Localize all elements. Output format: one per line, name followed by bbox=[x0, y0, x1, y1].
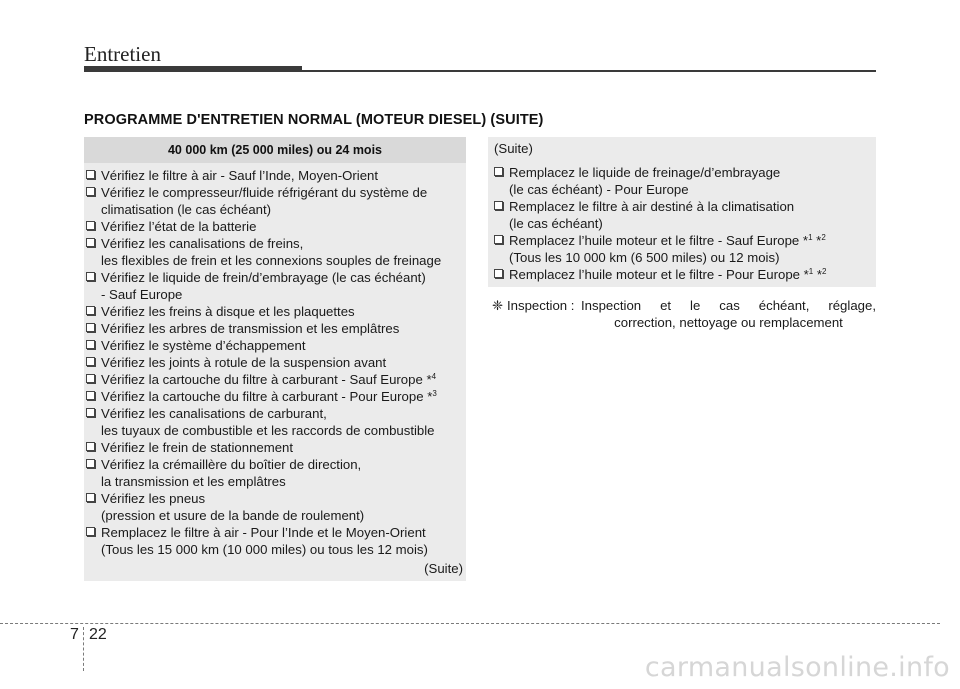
maintenance-box-continued bbox=[488, 137, 876, 287]
checkbox-icon bbox=[86, 221, 95, 230]
checkbox-icon bbox=[494, 235, 503, 244]
checkbox-icon bbox=[86, 272, 95, 281]
checklist-item-text: Vérifiez les pneus bbox=[101, 491, 206, 506]
checklist-item-text: Vérifiez la cartouche du filtre à carburant - Sauf Europe *$^4$ bbox=[101, 372, 437, 387]
checklist-item bbox=[492, 266, 872, 283]
checkbox-icon bbox=[86, 187, 95, 196]
checklist-item-text: Vérifiez la crémaillère du boîtier de direction, bbox=[101, 457, 362, 472]
checklist-item-text: Remplacez l’huile moteur et le filtre - Sauf Europe *$^1$ *$^2$ bbox=[509, 233, 826, 248]
checklist-item bbox=[84, 524, 464, 558]
checkbox-icon bbox=[86, 238, 95, 247]
checklist-item-text: Vérifiez les joints à rotule de la suspension avant bbox=[101, 355, 387, 370]
checkbox-icon bbox=[86, 357, 95, 366]
checklist-item-text: - Sauf Europe bbox=[101, 287, 183, 302]
checklist-item-text: Remplacez l’huile moteur et le filtre - Pour Europe *$^1$ *$^2$ bbox=[509, 267, 827, 282]
checklist-item-text: Vérifiez les canalisations de freins, bbox=[101, 236, 304, 251]
footnote-marker: 1 bbox=[808, 233, 813, 242]
checkbox-icon bbox=[86, 340, 95, 349]
maintenance-list bbox=[84, 167, 464, 558]
checklist-item bbox=[84, 320, 464, 337]
maintenance-box-heading: 40 000 km (25 000 miles) ou 24 mois bbox=[84, 137, 466, 163]
checklist-item bbox=[84, 218, 464, 235]
checkbox-icon bbox=[494, 269, 503, 278]
header-rule bbox=[302, 70, 876, 72]
checkbox-icon bbox=[86, 408, 95, 417]
checklist-item-text: Vérifiez les arbres de transmission et les emplâtres bbox=[101, 321, 400, 336]
footnote-marker: 3 bbox=[432, 389, 437, 398]
section-title: PROGRAMME D'ENTRETIEN NORMAL (MOTEUR DIESEL) (SUITE) bbox=[84, 112, 544, 128]
checklist-item-text: Vérifiez la cartouche du filtre à carburant - Pour Europe *$^3$ bbox=[101, 389, 437, 404]
checklist-item bbox=[84, 303, 464, 320]
footnote-marker: 4 bbox=[431, 372, 437, 381]
checklist-item-text: Vérifiez les freins à disque et les plaquettes bbox=[101, 304, 355, 319]
suite-label: (Suite) bbox=[424, 561, 463, 576]
checklist-item-text: Vérifiez l’état de la batterie bbox=[101, 219, 257, 234]
checkbox-icon bbox=[86, 527, 95, 536]
checklist-item bbox=[84, 337, 464, 354]
note-symbol: ❈ bbox=[492, 298, 504, 313]
checklist-item bbox=[84, 269, 464, 303]
note-text: Inspection et le cas échéant, réglage, bbox=[581, 298, 876, 313]
footer-divider bbox=[83, 627, 84, 671]
header-title: Entretien bbox=[84, 42, 161, 66]
checklist-item bbox=[84, 235, 464, 269]
checklist-item-text: Vérifiez le frein de stationnement bbox=[101, 440, 294, 455]
checklist-item-text: les tuyaux de combustible et les raccords de combustible bbox=[101, 423, 435, 438]
checklist-item-text: (le cas échéant) bbox=[509, 216, 603, 231]
checkbox-icon bbox=[494, 167, 503, 176]
maintenance-box-40000km bbox=[84, 137, 466, 581]
checklist-item-text: Remplacez le liquide de freinage/d’embrayage bbox=[509, 165, 781, 180]
checkbox-icon bbox=[86, 323, 95, 332]
checklist-item bbox=[84, 388, 464, 405]
checklist-item-text: (pression et usure de la bande de roulement) bbox=[101, 508, 365, 523]
footnote-marker: 2 bbox=[821, 233, 826, 242]
checklist-item bbox=[84, 456, 464, 490]
checklist-item bbox=[492, 164, 872, 198]
suite-label: (Suite) bbox=[494, 141, 533, 156]
note-text: correction, nettoyage ou remplacement bbox=[614, 315, 843, 330]
watermark: carmanualsonline.info bbox=[644, 652, 950, 683]
checkbox-icon bbox=[86, 442, 95, 451]
checklist-item bbox=[84, 167, 464, 184]
checklist-item-text: Vérifiez les canalisations de carburant, bbox=[101, 406, 327, 421]
checklist-item bbox=[84, 439, 464, 456]
note-key: Inspection : bbox=[507, 298, 575, 313]
checkbox-icon bbox=[86, 170, 95, 179]
checklist-item-text: Remplacez le filtre à air destiné à la climatisation bbox=[509, 199, 795, 214]
checklist-item-text: (le cas échéant) - Pour Europe bbox=[509, 182, 689, 197]
checkbox-icon bbox=[86, 391, 95, 400]
checklist-item-text: climatisation (le cas échéant) bbox=[101, 202, 272, 217]
checklist-item-text: (Tous les 10 000 km (6 500 miles) ou 12 mois) bbox=[509, 250, 780, 265]
checklist-item bbox=[84, 490, 464, 524]
checkbox-icon bbox=[86, 459, 95, 468]
header-bar bbox=[84, 66, 302, 72]
checklist-item-text: Vérifiez le compresseur/fluide réfrigérant du système de bbox=[101, 185, 428, 200]
footnote-marker: 2 bbox=[822, 267, 827, 276]
chapter-number: 7 bbox=[70, 626, 79, 643]
checklist-item bbox=[84, 184, 464, 218]
checkbox-icon bbox=[86, 374, 95, 383]
checklist-item-text: Vérifiez le filtre à air - Sauf l’Inde, Moyen-Orient bbox=[101, 168, 379, 183]
checklist-item bbox=[84, 405, 464, 439]
maintenance-list bbox=[492, 164, 872, 283]
checkbox-icon bbox=[494, 201, 503, 210]
checklist-item-text: la transmission et les emplâtres bbox=[101, 474, 286, 489]
checklist-item-text: les flexibles de frein et les connexions souples de freinage bbox=[101, 253, 442, 268]
checklist-item bbox=[492, 198, 872, 232]
checklist-item bbox=[492, 232, 872, 266]
checkbox-icon bbox=[86, 493, 95, 502]
page-number: 22 bbox=[89, 626, 107, 643]
checklist-item bbox=[84, 371, 464, 388]
footnote-marker: 1 bbox=[808, 267, 814, 276]
checklist-item-text: Vérifiez le liquide de frein/d’embrayage (le cas échéant) bbox=[101, 270, 426, 285]
checklist-item bbox=[84, 354, 464, 371]
footer-rule bbox=[0, 623, 940, 624]
checklist-item-text: Vérifiez le système d’échappement bbox=[101, 338, 306, 353]
checkbox-icon bbox=[86, 306, 95, 315]
checklist-item-text: Remplacez le filtre à air - Pour l’Inde et le Moyen-Orient bbox=[101, 525, 426, 540]
checklist-item-text: (Tous les 15 000 km (10 000 miles) ou tous les 12 mois) bbox=[101, 542, 428, 557]
